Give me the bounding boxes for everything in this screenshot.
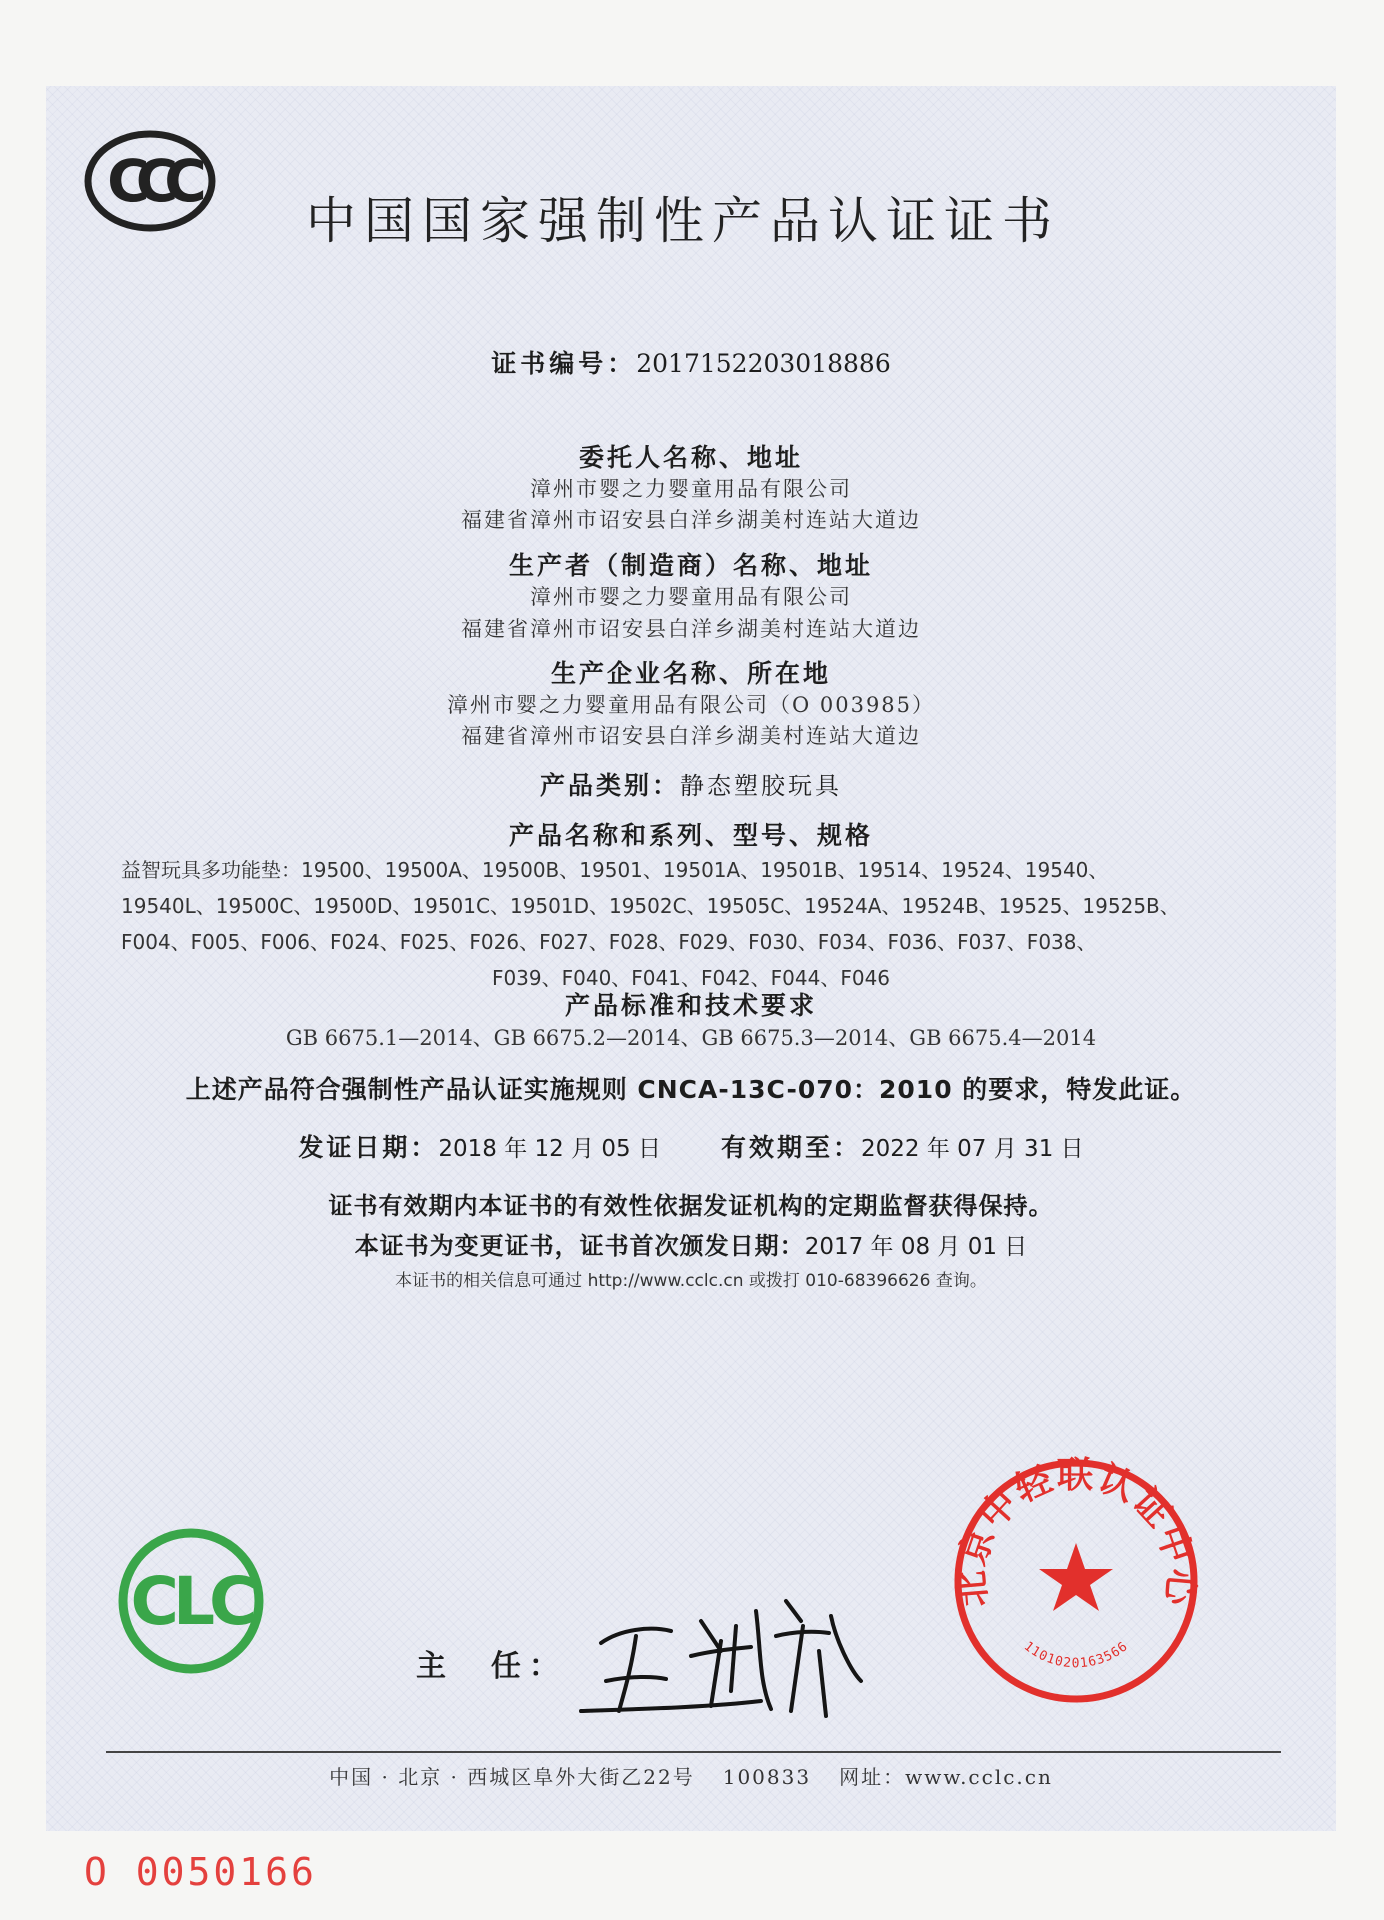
change-note-date: 2017 年 08 月 01 日 [804,1234,1028,1260]
ccc-logo-icon [82,126,218,236]
expiry-date-value: 2022 年 07 月 31 日 [861,1136,1084,1162]
certificate-dates [46,1128,1336,1164]
standards-heading: 产品标准和技术要求 [564,991,817,1020]
factory-heading: 生产企业名称、所在地 [550,659,831,688]
manufacturer-address: 福建省漳州市诏安县白洋乡湖美村连站大道边 [461,617,921,641]
certificate-number-label: 证书编号： [491,349,637,378]
certificate-sheet [46,86,1336,1831]
director-label: 主 任： [416,1649,567,1684]
inquiry-note: 本证书的相关信息可通过 http://www.cclc.cn 或拨打 010-68396626 查询。 [395,1271,987,1291]
product-models-line: 19540L、19500C、19500D、19501C、19501D、19502C、19505C、19524A、19524B、19525、19525B、 [121,894,1180,918]
seal-star-icon [1039,1543,1113,1611]
manufacturer-name: 漳州市婴之力婴童用品有限公司 [530,585,852,609]
validity-note: 证书有效期内本证书的有效性依据发证机构的定期监督获得保持。 [328,1192,1054,1220]
svg-text:北京中轻联认证中心: 北京中轻联认证中心 [949,1454,1203,1609]
svg-text:CCC: CCC [107,147,193,215]
certificate-title: 中国国家强制性产品认证证书 [306,192,1060,250]
product-category-label: 产品类别： [539,771,680,800]
footer-divider [106,1751,1281,1753]
product-models-line: 益智玩具多功能垫：19500、19500A、19500B、19501、19501A、19501B、19514、19524、19540、 [121,858,1109,882]
factory-name: 漳州市婴之力婴童用品有限公司（O 003985） [446,693,936,717]
product-category-value: 静态塑胶玩具 [680,772,842,800]
standards-value: GB 6675.1—2014、GB 6675.2—2014、GB 6675.3—2014、GB 6675.4—2014 [285,1026,1097,1050]
footer-postcode: 100833 [722,1765,812,1789]
change-note [46,1226,1336,1261]
footer-website-label: 网址： [839,1765,906,1789]
product-models-line: F039、F040、F041、F042、F044、F046 [491,966,891,990]
client-heading: 委托人名称、地址 [578,443,803,472]
issue-date-value: 2018 年 12 月 05 日 [438,1136,661,1162]
product-category [46,766,1336,802]
clc-logo-icon [116,1526,266,1676]
issue-date-label: 发证日期： [298,1133,439,1162]
certificate-number-value: 2017152203018886 [636,349,891,378]
factory-address: 福建省漳州市诏安县白洋乡湖美村连站大道边 [461,724,921,748]
svg-text:1101020163566: 1101020163566 [1020,1638,1132,1672]
client-address: 福建省漳州市诏安县白洋乡湖美村连站大道边 [461,508,921,532]
manufacturer-heading: 生产者（制造商）名称、地址 [508,551,873,580]
footer-address: 中国 · 北京 · 西城区阜外大街乙22号 [329,1765,695,1789]
client-name: 漳州市婴之力婴童用品有限公司 [530,477,852,501]
product-models-heading: 产品名称和系列、型号、规格 [508,821,873,850]
conformity-statement: 上述产品符合强制性产品认证实施规则 CNCA-13C-070：2010 的要求，特发此证。 [185,1075,1197,1104]
certificate-serial: O 0050166 [84,1850,317,1894]
change-note-text: 本证书为变更证书，证书首次颁发日期： [354,1232,805,1260]
product-models-list [121,852,1261,996]
footer-website: www.cclc.cn [905,1765,1053,1789]
expiry-date-label: 有效期至： [721,1133,862,1162]
certification-seal [946,1451,1206,1711]
product-models-line: F004、F005、F006、F024、F025、F026、F027、F028、F029、F030、F034、F036、F037、F038、 [121,930,1097,954]
svg-text:CLC: CLC [130,1563,252,1640]
director-signature [561,1581,881,1731]
footer-address-line [46,1761,1336,1790]
certificate-number [46,344,1336,380]
